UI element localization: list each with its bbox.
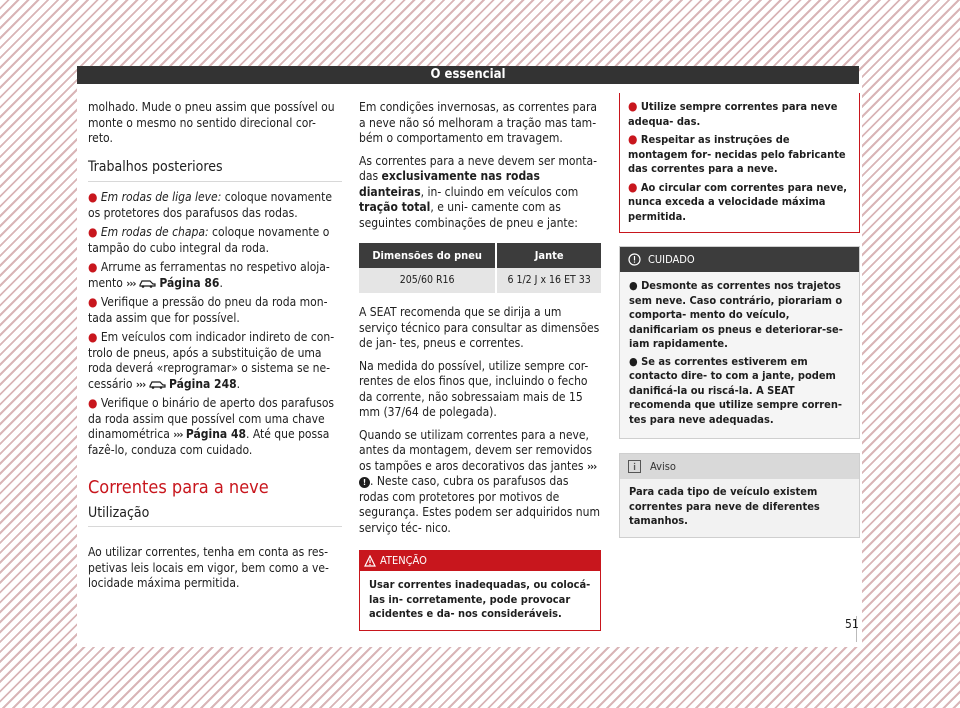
caution-header bbox=[620, 247, 859, 272]
page-number: 51 bbox=[845, 617, 859, 631]
list-item bbox=[628, 132, 851, 177]
warning-header bbox=[360, 551, 600, 571]
column-right bbox=[619, 93, 860, 538]
bullet-text: Desmonte as correntes nos trajetos sem neve. Caso contrário, piorariam o comporta- mento do veículo, danificariam os pneus e deteriorar-se-iam rapidamente. bbox=[629, 279, 843, 350]
caution-body bbox=[620, 272, 859, 438]
paragraph: A SEAT recomenda que se dirija a um serviço técnico para consultar as dimensões de jan- tes, pneus e correntes. bbox=[359, 305, 600, 350]
page-link[interactable]: Página 48 bbox=[185, 427, 246, 441]
heading-trabalhos-posteriores: Trabalhos posteriores bbox=[88, 160, 342, 183]
info-box bbox=[619, 453, 860, 538]
warning-title: ATENÇÃO bbox=[380, 554, 427, 567]
table-header-row bbox=[359, 243, 601, 268]
text-run-bold: tração total bbox=[359, 200, 431, 214]
bullet-text: Em veículos com indicador indireto de con- trolo de pneus, após a substituição de uma roda deverá «reprogramar» o sistema se ne- cessário bbox=[88, 330, 335, 391]
table-cell: 6 1/2 J x 16 ET 33 bbox=[496, 268, 601, 293]
list-item: ● Desmonte as correntes nos trajetos sem neve. Caso contrário, piorariam o comporta- mento do veículo, danificariam os pneus e deteriorar-se-iam rapidamente. bbox=[629, 279, 843, 350]
bullet-icon: ● bbox=[88, 396, 98, 410]
text-run: , e uni- camente com as seguintes combinações de pneu e jante: bbox=[359, 200, 578, 230]
info-header bbox=[620, 454, 859, 479]
bullet-icon: ● bbox=[88, 190, 98, 204]
arrow-icon: ››› bbox=[173, 428, 183, 441]
arrow-icon: ››› bbox=[586, 459, 597, 473]
bullet-text: Respeitar as instruções de montagem for- necidas pelo fabricante das correntes para a neve. bbox=[628, 133, 846, 175]
list-item bbox=[628, 99, 851, 129]
caution-title: CUIDADO bbox=[648, 253, 695, 266]
warning-triangle-icon bbox=[364, 555, 376, 567]
paragraph: Na medida do possível, utilize sempre cor- rentes de elos finos que, incluindo o fecho da corrente, não sobressaiam mais de 15 mm (37/64 de polegada). bbox=[359, 358, 589, 419]
paragraph: Em condições invernosas, as correntes para a neve não só melhoram a tração mas tam- bém o comportamento em travagem. bbox=[359, 100, 598, 145]
list-item: ● Em veículos com indicador indireto de con- trolo de pneus, após a substituição de uma roda deverá «reprogramar» o sistema se ne- cessário ››› Página 248. bbox=[88, 330, 335, 391]
text-run-bold: exclusivamente nas rodas dianteiras bbox=[359, 169, 540, 199]
list-item bbox=[88, 190, 342, 221]
bullet-text: Verifique a pressão do pneu da roda mon- tada assim que for possível. bbox=[88, 295, 328, 325]
bullet-text: Se as correntes estiverem em contacto dire- to com a jante, podem danificá-la ou riscá-la. A SEAT recomenda que utilize sempre corren- tes para neve adequadas. bbox=[629, 354, 843, 426]
bullet-icon: ● bbox=[88, 330, 98, 344]
bullet-lead: Em rodas de chapa: bbox=[100, 225, 209, 239]
tire-rim-table bbox=[359, 243, 601, 293]
caution-circle-icon bbox=[628, 253, 641, 266]
bullet-icon: ● bbox=[628, 179, 638, 194]
text-run: As correntes para a neve devem ser monta- das bbox=[359, 153, 598, 183]
heading-utilizacao: Utilização bbox=[88, 506, 342, 528]
bullet-text: . Até que possa fazê-lo, conduza com cuidado. bbox=[88, 427, 330, 457]
table-cell: 205/60 R16 bbox=[359, 268, 496, 293]
page-header: O essencial bbox=[77, 66, 859, 84]
table-header-cell: Dimensões do pneu bbox=[359, 243, 496, 268]
bullet-text: Ao circular com correntes para neve, nunca exceda a velocidade máxima permitida. bbox=[628, 180, 848, 223]
correntes-paragraph: Ao utilizar correntes, tenha em conta as res- petivas leis locais em vigor, bem como a ve- locidade máxima permitida. bbox=[88, 545, 329, 590]
table-row bbox=[359, 268, 601, 293]
info-title: Aviso bbox=[650, 460, 676, 473]
list-item bbox=[88, 225, 342, 256]
arrow-icon: ››› bbox=[126, 276, 136, 290]
info-icon bbox=[628, 460, 641, 473]
list-item: ● Arrume as ferramentas no respetivo aloja- mento ››› Página 86. bbox=[88, 260, 330, 290]
car-wrench-icon bbox=[139, 278, 156, 288]
exclamation-icon: ! bbox=[359, 477, 370, 488]
bullet-icon: ● bbox=[628, 99, 638, 113]
page-link[interactable]: Página 248 bbox=[169, 376, 237, 391]
bullet-icon: ● bbox=[88, 260, 98, 274]
intro-paragraph: molhado. Mude o pneu assim que possível ou monte o mesmo no sentido direcional cor- reto. bbox=[88, 100, 335, 145]
bullet-text: coloque novamente os protetores dos parafusos das rodas. bbox=[88, 190, 332, 220]
warning-box bbox=[359, 550, 601, 631]
column-left bbox=[88, 100, 342, 599]
list-item: ● Se as correntes estiverem em contacto dire- to com a jante, podem danificá-la ou riscá-la. A SEAT recomenda que utilize sempre corren- tes para neve adequadas. bbox=[629, 354, 843, 426]
bullet-text: Verifique o binário de aperto dos parafusos da roda assim que possível com uma chave dinamométrica bbox=[88, 396, 335, 441]
info-text: Para cada tipo de veículo existem correntes para neve de diferentes tamanhos. bbox=[620, 479, 859, 537]
page-link[interactable]: Página 86 bbox=[159, 275, 220, 290]
bullet-icon: ● bbox=[88, 225, 98, 239]
bullet-text: coloque novamente o tampão do cubo integral da roda. bbox=[88, 225, 330, 255]
bullet-text: Arrume as ferramentas no respetivo aloja- mento bbox=[88, 260, 330, 290]
table-header-cell: Jante bbox=[496, 243, 601, 268]
caution-box bbox=[619, 246, 860, 439]
paragraph bbox=[359, 154, 601, 232]
warning-continued-box bbox=[619, 93, 860, 233]
car-wrench-icon bbox=[149, 379, 166, 389]
list-item bbox=[88, 295, 342, 326]
bullet-icon: ● bbox=[88, 295, 98, 309]
warning-text: Usar correntes inadequadas, ou colocá-las in- corretamente, pode provocar acidentes e da- nos consideráveis. bbox=[369, 578, 591, 620]
column-middle bbox=[359, 100, 601, 631]
bullet-text: Utilize sempre correntes para neve adequa- das. bbox=[628, 100, 838, 128]
text-run: Quando se utilizam correntes para a neve, antes da montagem, devem ser removidos os tampões e aros decorativos das jantes bbox=[359, 427, 592, 473]
bullet-icon: ● bbox=[628, 132, 638, 146]
list-item bbox=[628, 180, 851, 225]
heading-correntes-para-a-neve: Correntes para a neve bbox=[88, 477, 269, 498]
arrow-icon: ››› bbox=[135, 377, 146, 391]
bullet-lead: Em rodas de liga leve: bbox=[100, 190, 222, 204]
text-run: , in- cluindo em veículos com bbox=[420, 184, 579, 199]
list-item bbox=[88, 396, 342, 458]
paragraph bbox=[359, 428, 601, 537]
text-run: . Neste caso, cubra os parafusos das rodas com protetores por motivos de segurança. Estes podem ser adquiridos num serviço téc- nico. bbox=[359, 474, 601, 535]
